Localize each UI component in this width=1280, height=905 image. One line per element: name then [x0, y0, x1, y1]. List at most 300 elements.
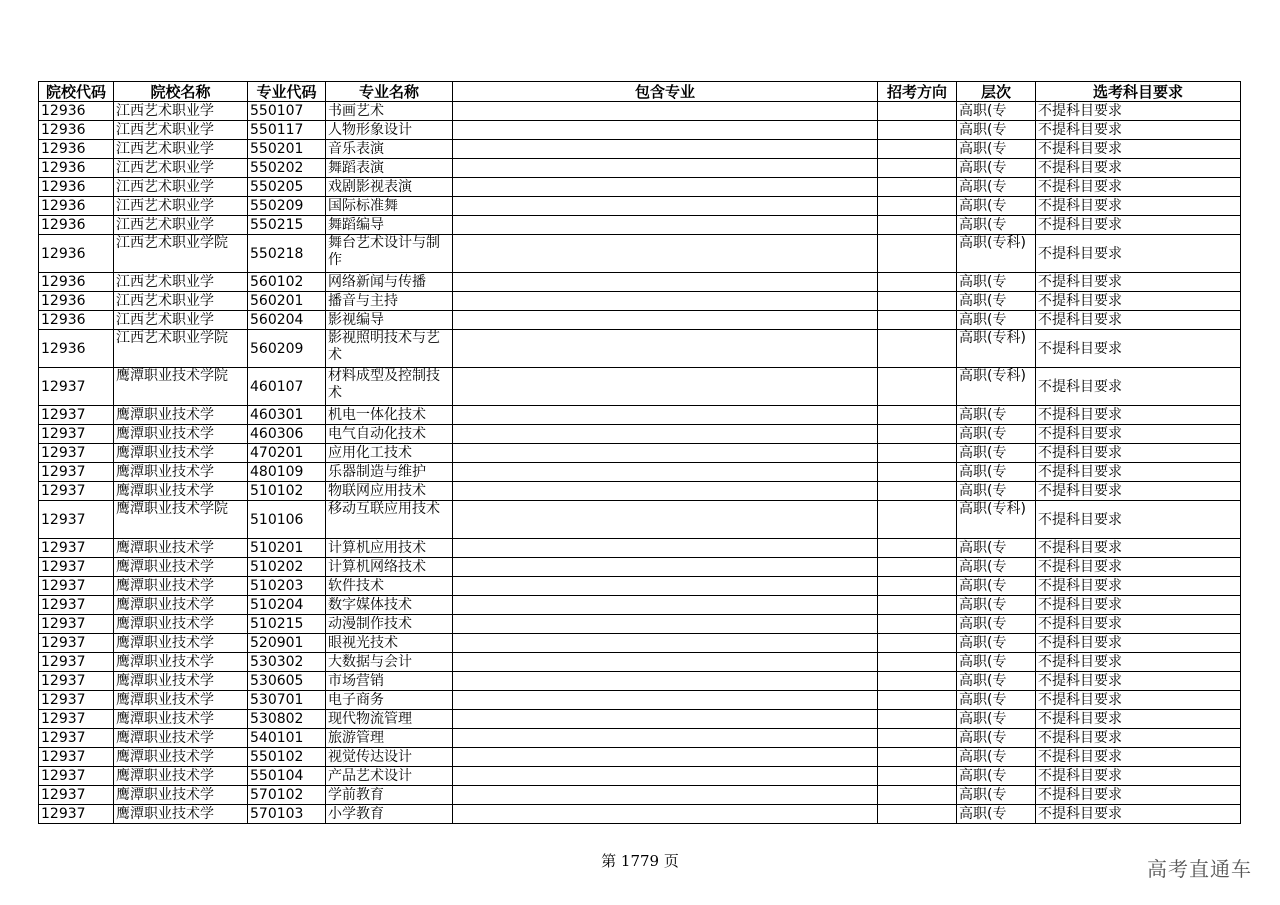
school-name-cell: 鹰潭职业技术学	[114, 653, 248, 672]
major-name-cell: 现代物流管理	[326, 710, 453, 729]
major-code-cell: 560201	[248, 292, 326, 311]
school-name-cell: 江西艺术职业学	[114, 197, 248, 216]
level-cell: 高职(专	[957, 558, 1036, 577]
included-majors-cell	[453, 178, 878, 197]
direction-cell	[878, 539, 957, 558]
school-name-cell: 鹰潭职业技术学	[114, 539, 248, 558]
school-code-cell: 12937	[39, 615, 114, 634]
subject-requirement-cell: 不提科目要求	[1036, 558, 1241, 577]
school-name-cell: 江西艺术职业学院	[114, 330, 248, 368]
table-row	[39, 273, 1241, 292]
direction-cell	[878, 672, 957, 691]
direction-cell	[878, 311, 957, 330]
major-name-cell: 电子商务	[326, 691, 453, 710]
table-row	[39, 197, 1241, 216]
header-school-code: 院校代码	[39, 82, 114, 102]
direction-cell	[878, 482, 957, 501]
included-majors-cell	[453, 672, 878, 691]
major-name-cell: 视觉传达设计	[326, 748, 453, 767]
direction-cell	[878, 577, 957, 596]
level-cell: 高职(专	[957, 615, 1036, 634]
school-code-cell: 12936	[39, 197, 114, 216]
table-row	[39, 311, 1241, 330]
school-code-cell: 12936	[39, 235, 114, 273]
school-code-cell: 12937	[39, 425, 114, 444]
school-name-cell: 鹰潭职业技术学	[114, 406, 248, 425]
included-majors-cell	[453, 634, 878, 653]
subject-requirement-cell: 不提科目要求	[1036, 501, 1241, 539]
major-name-cell: 舞台艺术设计与制作	[326, 235, 453, 273]
level-cell: 高职(专	[957, 463, 1036, 482]
school-code-cell: 12936	[39, 178, 114, 197]
subject-requirement-cell: 不提科目要求	[1036, 767, 1241, 786]
subject-requirement-cell: 不提科目要求	[1036, 368, 1241, 406]
direction-cell	[878, 501, 957, 539]
school-code-cell: 12937	[39, 786, 114, 805]
school-code-cell: 12937	[39, 539, 114, 558]
direction-cell	[878, 463, 957, 482]
subject-requirement-cell: 不提科目要求	[1036, 672, 1241, 691]
included-majors-cell	[453, 159, 878, 178]
school-code-cell: 12936	[39, 273, 114, 292]
header-level: 层次	[957, 82, 1036, 102]
included-majors-cell	[453, 425, 878, 444]
school-code-cell: 12937	[39, 767, 114, 786]
school-code-cell: 12937	[39, 558, 114, 577]
school-code-cell: 12937	[39, 805, 114, 824]
included-majors-cell	[453, 615, 878, 634]
direction-cell	[878, 710, 957, 729]
school-code-cell: 12936	[39, 102, 114, 121]
included-majors-cell	[453, 406, 878, 425]
school-code-cell: 12936	[39, 159, 114, 178]
major-name-cell: 市场营销	[326, 672, 453, 691]
table-row	[39, 463, 1241, 482]
school-name-cell: 鹰潭职业技术学	[114, 596, 248, 615]
school-code-cell: 12936	[39, 216, 114, 235]
table-row	[39, 691, 1241, 710]
school-name-cell: 江西艺术职业学	[114, 311, 248, 330]
major-code-cell: 550215	[248, 216, 326, 235]
major-code-cell: 550202	[248, 159, 326, 178]
level-cell: 高职(专	[957, 216, 1036, 235]
included-majors-cell	[453, 577, 878, 596]
included-majors-cell	[453, 330, 878, 368]
major-code-cell: 560204	[248, 311, 326, 330]
major-name-cell: 软件技术	[326, 577, 453, 596]
level-cell: 高职(专	[957, 292, 1036, 311]
table-body	[39, 102, 1241, 824]
table-row	[39, 672, 1241, 691]
major-code-cell: 510203	[248, 577, 326, 596]
included-majors-cell	[453, 653, 878, 672]
table-row	[39, 539, 1241, 558]
school-name-cell: 鹰潭职业技术学	[114, 634, 248, 653]
level-cell: 高职(专	[957, 786, 1036, 805]
table-row	[39, 501, 1241, 539]
header-direction: 招考方向	[878, 82, 957, 102]
subject-requirement-cell: 不提科目要求	[1036, 121, 1241, 140]
major-code-cell: 510204	[248, 596, 326, 615]
school-code-cell: 12937	[39, 577, 114, 596]
major-code-cell: 570103	[248, 805, 326, 824]
subject-requirement-cell: 不提科目要求	[1036, 634, 1241, 653]
school-name-cell: 江西艺术职业学	[114, 178, 248, 197]
school-name-cell: 江西艺术职业学	[114, 102, 248, 121]
table-row	[39, 444, 1241, 463]
header-major-code: 专业代码	[248, 82, 326, 102]
table-row	[39, 767, 1241, 786]
major-name-cell: 机电一体化技术	[326, 406, 453, 425]
direction-cell	[878, 140, 957, 159]
direction-cell	[878, 197, 957, 216]
subject-requirement-cell: 不提科目要求	[1036, 292, 1241, 311]
subject-requirement-cell: 不提科目要求	[1036, 311, 1241, 330]
major-code-cell: 550104	[248, 767, 326, 786]
school-code-cell: 12937	[39, 634, 114, 653]
school-name-cell: 鹰潭职业技术学	[114, 558, 248, 577]
school-name-cell: 鹰潭职业技术学	[114, 463, 248, 482]
school-name-cell: 鹰潭职业技术学	[114, 577, 248, 596]
level-cell: 高职(专	[957, 197, 1036, 216]
subject-requirement-cell: 不提科目要求	[1036, 748, 1241, 767]
included-majors-cell	[453, 102, 878, 121]
subject-requirement-cell: 不提科目要求	[1036, 691, 1241, 710]
subject-requirement-cell: 不提科目要求	[1036, 216, 1241, 235]
level-cell: 高职(专	[957, 539, 1036, 558]
subject-requirement-cell: 不提科目要求	[1036, 406, 1241, 425]
level-cell: 高职(专	[957, 748, 1036, 767]
level-cell: 高职(专	[957, 634, 1036, 653]
major-code-cell: 550117	[248, 121, 326, 140]
major-code-cell: 550205	[248, 178, 326, 197]
school-code-cell: 12937	[39, 653, 114, 672]
included-majors-cell	[453, 273, 878, 292]
major-code-cell: 550218	[248, 235, 326, 273]
table-row	[39, 653, 1241, 672]
major-code-cell: 530802	[248, 710, 326, 729]
table-row	[39, 425, 1241, 444]
header-row	[39, 82, 1241, 102]
header-included-majors: 包含专业	[453, 82, 878, 102]
school-name-cell: 鹰潭职业技术学	[114, 767, 248, 786]
direction-cell	[878, 102, 957, 121]
major-name-cell: 计算机网络技术	[326, 558, 453, 577]
subject-requirement-cell: 不提科目要求	[1036, 729, 1241, 748]
school-name-cell: 江西艺术职业学	[114, 159, 248, 178]
direction-cell	[878, 558, 957, 577]
subject-requirement-cell: 不提科目要求	[1036, 235, 1241, 273]
direction-cell	[878, 805, 957, 824]
major-code-cell: 550107	[248, 102, 326, 121]
included-majors-cell	[453, 463, 878, 482]
subject-requirement-cell: 不提科目要求	[1036, 140, 1241, 159]
included-majors-cell	[453, 216, 878, 235]
table-row	[39, 178, 1241, 197]
subject-requirement-cell: 不提科目要求	[1036, 653, 1241, 672]
major-name-cell: 移动互联应用技术	[326, 501, 453, 539]
school-name-cell: 鹰潭职业技术学	[114, 729, 248, 748]
major-name-cell: 音乐表演	[326, 140, 453, 159]
major-name-cell: 戏剧影视表演	[326, 178, 453, 197]
included-majors-cell	[453, 558, 878, 577]
major-name-cell: 人物形象设计	[326, 121, 453, 140]
level-cell: 高职(专	[957, 102, 1036, 121]
subject-requirement-cell: 不提科目要求	[1036, 425, 1241, 444]
level-cell: 高职(专	[957, 805, 1036, 824]
school-name-cell: 江西艺术职业学院	[114, 235, 248, 273]
school-code-cell: 12937	[39, 444, 114, 463]
direction-cell	[878, 406, 957, 425]
major-name-cell: 物联网应用技术	[326, 482, 453, 501]
direction-cell	[878, 159, 957, 178]
major-name-cell: 动漫制作技术	[326, 615, 453, 634]
level-cell: 高职(专	[957, 577, 1036, 596]
table-row	[39, 368, 1241, 406]
header-school-name: 院校名称	[114, 82, 248, 102]
school-name-cell: 江西艺术职业学	[114, 216, 248, 235]
level-cell: 高职(专科)	[957, 235, 1036, 273]
major-name-cell: 学前教育	[326, 786, 453, 805]
school-name-cell: 鹰潭职业技术学	[114, 482, 248, 501]
direction-cell	[878, 330, 957, 368]
school-code-cell: 12936	[39, 330, 114, 368]
included-majors-cell	[453, 197, 878, 216]
table-row	[39, 615, 1241, 634]
direction-cell	[878, 235, 957, 273]
included-majors-cell	[453, 121, 878, 140]
major-name-cell: 应用化工技术	[326, 444, 453, 463]
level-cell: 高职(专	[957, 710, 1036, 729]
watermark: 高考直通车	[1147, 857, 1252, 881]
table-row	[39, 235, 1241, 273]
major-code-cell: 550102	[248, 748, 326, 767]
major-code-cell: 510201	[248, 539, 326, 558]
level-cell: 高职(专科)	[957, 501, 1036, 539]
level-cell: 高职(专	[957, 311, 1036, 330]
major-name-cell: 旅游管理	[326, 729, 453, 748]
major-name-cell: 影视编导	[326, 311, 453, 330]
direction-cell	[878, 121, 957, 140]
major-code-cell: 560209	[248, 330, 326, 368]
level-cell: 高职(专科)	[957, 330, 1036, 368]
direction-cell	[878, 596, 957, 615]
page-number: 第 1779 页	[601, 852, 679, 870]
major-table	[38, 81, 1241, 824]
school-code-cell: 12937	[39, 596, 114, 615]
major-code-cell: 520901	[248, 634, 326, 653]
major-name-cell: 网络新闻与传播	[326, 273, 453, 292]
subject-requirement-cell: 不提科目要求	[1036, 197, 1241, 216]
level-cell: 高职(专	[957, 121, 1036, 140]
school-name-cell: 鹰潭职业技术学	[114, 805, 248, 824]
school-name-cell: 鹰潭职业技术学院	[114, 501, 248, 539]
direction-cell	[878, 748, 957, 767]
included-majors-cell	[453, 748, 878, 767]
school-name-cell: 鹰潭职业技术学院	[114, 368, 248, 406]
major-code-cell: 530605	[248, 672, 326, 691]
school-code-cell: 12936	[39, 292, 114, 311]
major-name-cell: 播音与主持	[326, 292, 453, 311]
school-code-cell: 12937	[39, 368, 114, 406]
table-row	[39, 805, 1241, 824]
major-name-cell: 大数据与会计	[326, 653, 453, 672]
direction-cell	[878, 425, 957, 444]
school-name-cell: 鹰潭职业技术学	[114, 691, 248, 710]
level-cell: 高职(专	[957, 767, 1036, 786]
school-name-cell: 江西艺术职业学	[114, 292, 248, 311]
major-code-cell: 510102	[248, 482, 326, 501]
school-code-cell: 12937	[39, 748, 114, 767]
major-code-cell: 510202	[248, 558, 326, 577]
school-code-cell: 12937	[39, 463, 114, 482]
table-row	[39, 216, 1241, 235]
school-name-cell: 江西艺术职业学	[114, 140, 248, 159]
major-name-cell: 舞蹈表演	[326, 159, 453, 178]
subject-requirement-cell: 不提科目要求	[1036, 596, 1241, 615]
included-majors-cell	[453, 368, 878, 406]
major-name-cell: 眼视光技术	[326, 634, 453, 653]
school-name-cell: 鹰潭职业技术学	[114, 672, 248, 691]
header-major-name: 专业名称	[326, 82, 453, 102]
school-name-cell: 鹰潭职业技术学	[114, 710, 248, 729]
school-code-cell: 12936	[39, 140, 114, 159]
major-code-cell: 530701	[248, 691, 326, 710]
major-name-cell: 舞蹈编导	[326, 216, 453, 235]
table-row	[39, 748, 1241, 767]
major-name-cell: 材料成型及控制技术	[326, 368, 453, 406]
direction-cell	[878, 178, 957, 197]
direction-cell	[878, 634, 957, 653]
level-cell: 高职(专	[957, 140, 1036, 159]
major-code-cell: 550209	[248, 197, 326, 216]
school-name-cell: 鹰潭职业技术学	[114, 615, 248, 634]
table-row	[39, 710, 1241, 729]
level-cell: 高职(专	[957, 691, 1036, 710]
direction-cell	[878, 691, 957, 710]
table-row	[39, 729, 1241, 748]
school-name-cell: 鹰潭职业技术学	[114, 786, 248, 805]
direction-cell	[878, 216, 957, 235]
table-row	[39, 558, 1241, 577]
included-majors-cell	[453, 786, 878, 805]
school-code-cell: 12937	[39, 691, 114, 710]
major-code-cell: 570102	[248, 786, 326, 805]
level-cell: 高职(专	[957, 425, 1036, 444]
major-code-cell: 460107	[248, 368, 326, 406]
school-name-cell: 鹰潭职业技术学	[114, 425, 248, 444]
school-name-cell: 江西艺术职业学	[114, 121, 248, 140]
level-cell: 高职(专	[957, 482, 1036, 501]
level-cell: 高职(专	[957, 406, 1036, 425]
subject-requirement-cell: 不提科目要求	[1036, 444, 1241, 463]
table-row	[39, 102, 1241, 121]
table-row	[39, 406, 1241, 425]
subject-requirement-cell: 不提科目要求	[1036, 577, 1241, 596]
school-name-cell: 江西艺术职业学	[114, 273, 248, 292]
included-majors-cell	[453, 539, 878, 558]
school-code-cell: 12937	[39, 406, 114, 425]
school-code-cell: 12936	[39, 311, 114, 330]
direction-cell	[878, 767, 957, 786]
major-name-cell: 书画艺术	[326, 102, 453, 121]
included-majors-cell	[453, 140, 878, 159]
subject-requirement-cell: 不提科目要求	[1036, 159, 1241, 178]
included-majors-cell	[453, 805, 878, 824]
included-majors-cell	[453, 729, 878, 748]
included-majors-cell	[453, 501, 878, 539]
included-majors-cell	[453, 710, 878, 729]
major-code-cell: 510215	[248, 615, 326, 634]
direction-cell	[878, 368, 957, 406]
school-name-cell: 鹰潭职业技术学	[114, 748, 248, 767]
major-name-cell: 影视照明技术与艺术	[326, 330, 453, 368]
major-code-cell: 470201	[248, 444, 326, 463]
table-row	[39, 786, 1241, 805]
included-majors-cell	[453, 767, 878, 786]
level-cell: 高职(专	[957, 596, 1036, 615]
level-cell: 高职(专	[957, 178, 1036, 197]
table-row	[39, 140, 1241, 159]
subject-requirement-cell: 不提科目要求	[1036, 102, 1241, 121]
major-code-cell: 540101	[248, 729, 326, 748]
level-cell: 高职(专	[957, 729, 1036, 748]
table-row	[39, 634, 1241, 653]
included-majors-cell	[453, 482, 878, 501]
level-cell: 高职(专	[957, 444, 1036, 463]
subject-requirement-cell: 不提科目要求	[1036, 482, 1241, 501]
major-code-cell: 510106	[248, 501, 326, 539]
school-code-cell: 12937	[39, 729, 114, 748]
major-code-cell: 460306	[248, 425, 326, 444]
level-cell: 高职(专	[957, 653, 1036, 672]
major-name-cell: 电气自动化技术	[326, 425, 453, 444]
included-majors-cell	[453, 691, 878, 710]
major-name-cell: 国际标准舞	[326, 197, 453, 216]
included-majors-cell	[453, 596, 878, 615]
school-code-cell: 12937	[39, 710, 114, 729]
included-majors-cell	[453, 292, 878, 311]
subject-requirement-cell: 不提科目要求	[1036, 330, 1241, 368]
included-majors-cell	[453, 235, 878, 273]
level-cell: 高职(专	[957, 672, 1036, 691]
school-code-cell: 12937	[39, 672, 114, 691]
subject-requirement-cell: 不提科目要求	[1036, 710, 1241, 729]
level-cell: 高职(专科)	[957, 368, 1036, 406]
major-code-cell: 480109	[248, 463, 326, 482]
table-row	[39, 577, 1241, 596]
major-name-cell: 计算机应用技术	[326, 539, 453, 558]
major-code-cell: 560102	[248, 273, 326, 292]
direction-cell	[878, 786, 957, 805]
table-row	[39, 330, 1241, 368]
direction-cell	[878, 653, 957, 672]
table-row	[39, 159, 1241, 178]
table-row	[39, 121, 1241, 140]
direction-cell	[878, 729, 957, 748]
direction-cell	[878, 615, 957, 634]
table-row	[39, 482, 1241, 501]
direction-cell	[878, 273, 957, 292]
subject-requirement-cell: 不提科目要求	[1036, 178, 1241, 197]
direction-cell	[878, 444, 957, 463]
level-cell: 高职(专	[957, 273, 1036, 292]
level-cell: 高职(专	[957, 159, 1036, 178]
school-code-cell: 12937	[39, 482, 114, 501]
subject-requirement-cell: 不提科目要求	[1036, 463, 1241, 482]
table-row	[39, 596, 1241, 615]
major-name-cell: 乐器制造与维护	[326, 463, 453, 482]
